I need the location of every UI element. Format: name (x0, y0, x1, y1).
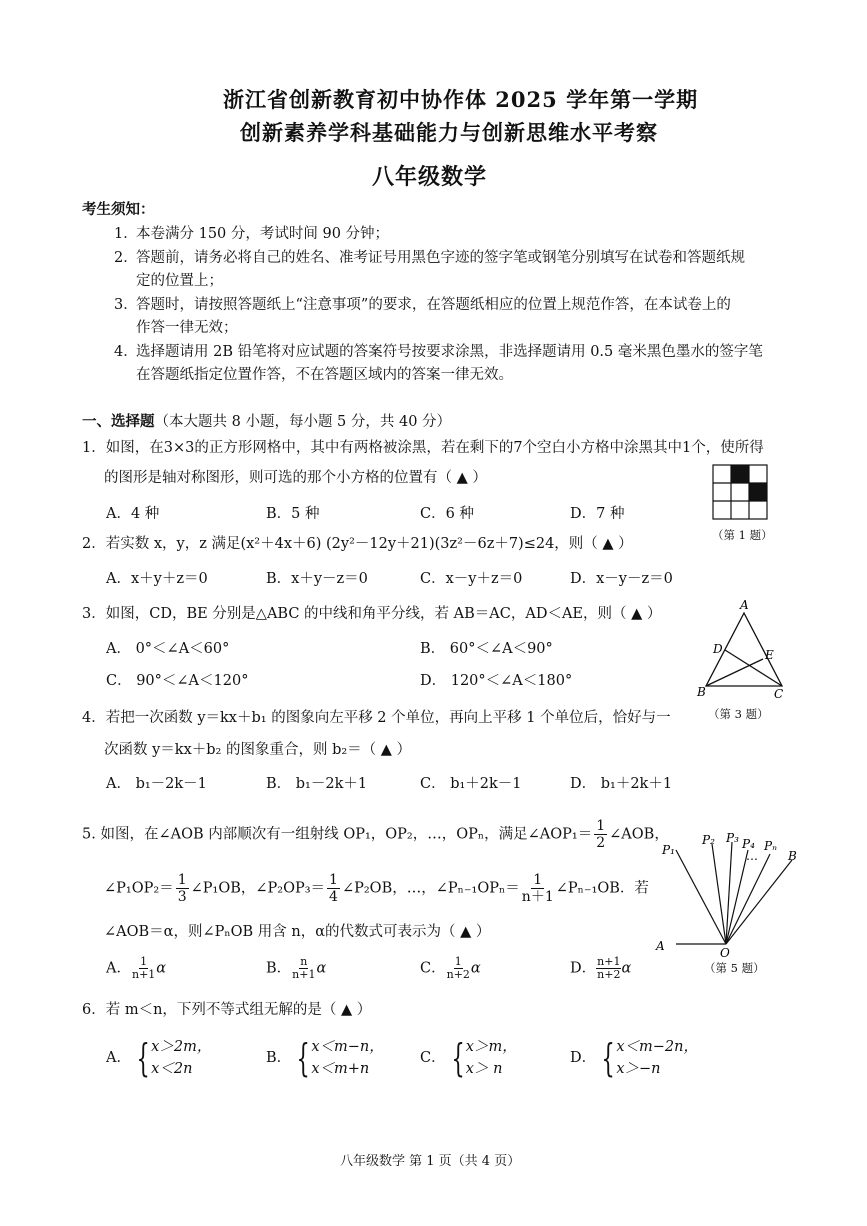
q6-option-a-brace: { (136, 1036, 150, 1080)
q1-caption: （第 1 题） (712, 528, 773, 542)
q5-rays-figure (654, 826, 800, 958)
q4-option-d: D． b₁＋2k＋1 (570, 776, 673, 792)
notice-item-2-line1: 答题前，请务必将自己的姓名、准考证号用黑色字迹的签字笔或钢笔分别填写在试卷和答题纸规 (136, 250, 745, 266)
q5-option-b (266, 956, 326, 981)
q5-label-o: O (720, 946, 730, 958)
q5-stem-line3: ∠AOB＝α，则∠PₙOB 用含 n，α的代数式可表示为（ ▲ ） (104, 924, 491, 940)
q5-option-b-letter: B． (266, 960, 292, 977)
q1-stem-line2: 的图形是轴对称图形，则可选的那个小方格的位置有（ ▲ ） (104, 470, 487, 486)
q3-label-e: E (765, 648, 774, 662)
q6-option-c-line1: x＞m， (465, 1039, 517, 1055)
q5-frac-n-num: 1 (533, 872, 543, 888)
q6-option-b (266, 1036, 384, 1080)
q5-label-a: A (656, 939, 665, 953)
q5-option-a-num: 1 (140, 955, 148, 968)
q5-frac-quarter (327, 872, 340, 905)
q3-stem: 3．如图，CD，BE 分别是△ABC 的中线和角平分线，若 AB＝AC，AD＜AE，则（ ▲ ） (82, 606, 662, 622)
q5-option-a-alpha: α (156, 960, 167, 977)
notice-num-3: 3． (114, 297, 138, 313)
q3-caption: （第 3 题） (708, 707, 769, 721)
subject-title: 八年级数学 (372, 164, 488, 190)
q1-grid-figure (712, 464, 772, 524)
q6-option-a-letter: A． (106, 1050, 131, 1066)
notice-heading: 考生须知： (82, 201, 155, 218)
q6-option-c-system (466, 1036, 517, 1080)
q5-frac-quarter-num: 1 (329, 872, 338, 888)
q6-option-b-brace: { (296, 1036, 310, 1080)
q6-stem: 6．若 m＜n，下列不等式组无解的是（ ▲ ） (82, 1002, 372, 1018)
q5-label-b: B (788, 849, 797, 863)
section-note: （本大题共 8 小题，每小题 5 分，共 40 分） (154, 414, 452, 430)
q3-label-a: A (740, 598, 749, 612)
q6-option-b-letter: B． (266, 1050, 292, 1066)
section-heading (82, 410, 451, 431)
q2-option-b: B．x＋y－z＝0 (266, 571, 368, 587)
q5-frac-quarter-den: 4 (329, 889, 338, 905)
q6-option-c (420, 1036, 517, 1080)
q5-line2-c: ∠P₂OB，…，∠Pₙ₋₁OPₙ＝ (341, 880, 520, 897)
q6-option-d-brace: { (601, 1036, 615, 1080)
q5-frac-n-den: n＋1 (521, 889, 554, 905)
q5-option-a (106, 956, 166, 981)
notice-num-4: 4． (114, 344, 138, 360)
q5-option-b-den: n+1 (292, 968, 316, 981)
exam-title-line2: 创新素养学科基础能力与创新思维水平考察 (240, 120, 658, 145)
q5-line1-post: ∠AOB， (609, 826, 669, 843)
q6-option-d-line2: x＞−n (616, 1061, 661, 1077)
q5-option-b-alpha: α (316, 960, 327, 977)
q6-option-d-letter: D． (570, 1050, 597, 1066)
q3-option-c: C． 90°＜∠A＜120° (106, 673, 249, 689)
q5-option-c-alpha: α (470, 960, 481, 977)
q5-frac-third-num: 1 (177, 872, 187, 888)
q5-option-d (570, 956, 631, 981)
q5-label-dots: … (746, 849, 758, 863)
q5-line1-pre: 5. 如图，在∠AOB 内部顺次有一组射线 OP₁，OP₂，…，OPₙ，满足∠AOP₁＝ (82, 826, 593, 843)
q5-line2-d: ∠Pₙ₋₁OB．若 (555, 880, 649, 897)
q2-option-c: C．x－y＋z＝0 (420, 571, 523, 587)
q5-option-c-letter: C． (420, 960, 446, 977)
q3-option-d: D． 120°＜∠A＜180° (420, 673, 573, 689)
q5-label-pn: Pₙ (764, 839, 777, 853)
q1-option-d: D．7 种 (570, 506, 625, 522)
notice-item-2-line2: 定的位置上； (136, 273, 223, 289)
q5-frac-half-num: 1 (596, 818, 606, 834)
q5-option-d-num: n+1 (597, 955, 621, 968)
q5-option-d-frac (596, 956, 621, 981)
q5-caption: （第 5 题） (704, 961, 765, 975)
q6-option-a-system (151, 1036, 211, 1080)
q1-option-c: C．6 种 (420, 506, 474, 522)
q5-option-b-num: n (300, 955, 308, 968)
q6-option-a-line2: x＜2n (151, 1061, 193, 1077)
q1-option-b: B．5 种 (266, 506, 320, 522)
q5-label-p2: P₂ (702, 833, 715, 847)
notice-num-2: 2． (114, 250, 138, 266)
q5-option-d-den: n+2 (597, 968, 621, 981)
q6-option-c-line2: x＞ n (465, 1061, 503, 1077)
q3-option-b: B． 60°＜∠A＜90° (420, 641, 553, 657)
section-title: 一、选择题 (82, 413, 155, 430)
q5-frac-half (594, 818, 607, 851)
q6-option-a (106, 1036, 211, 1080)
q5-option-c-num: 1 (454, 955, 462, 968)
q6-option-b-line2: x＜m+n (311, 1061, 370, 1077)
q5-label-p3: P₃ (726, 831, 739, 845)
q2-option-a: A．x＋y＋z＝0 (106, 571, 208, 587)
q1-stem-line1: 1．如图，在3×3的正方形网格中，其中有两格被涂黑，若在剩下的7个空白小方格中涂黑其中1个，使所得 (82, 440, 764, 456)
q3-label-d: D (713, 642, 723, 656)
exam-title-line1: 浙江省创新教育初中协作体 2025 学年第一学期 (223, 87, 699, 112)
q6-option-a-line1: x＞2m， (151, 1039, 212, 1055)
q5-frac-half-den: 2 (596, 835, 606, 851)
q5-option-c-frac (446, 956, 471, 981)
q6-option-b-system (311, 1036, 383, 1080)
q4-stem-line1: 4．若把一次函数 y＝kx＋b₁ 的图象向左平移 2 个单位，再向上平移 1 个单位后，恰好与一 (82, 710, 671, 726)
notice-num-1: 1． (114, 226, 138, 242)
q5-option-c-den: n+2 (446, 968, 470, 981)
q5-frac-third (176, 872, 189, 905)
notice-item-1: 本卷满分 150 分，考试时间 90 分钟； (136, 226, 390, 242)
q6-option-d-line1: x＜m−2n， (616, 1039, 698, 1055)
q5-frac-n (522, 872, 554, 905)
q5-option-d-alpha: α (621, 960, 632, 977)
notice-item-4-line1: 选择题请用 2B 铅笔将对应试题的答案符号按要求涂黑，非选择题请用 0.5 毫米黑色墨水的签字笔 (136, 344, 763, 360)
q5-option-b-frac (291, 956, 316, 981)
q1-option-a: A．4 种 (106, 506, 160, 522)
q4-option-b: B． b₁－2k＋1 (266, 776, 368, 792)
q3-label-b: B (697, 685, 706, 699)
q6-option-c-letter: C． (420, 1050, 446, 1066)
q5-option-c (420, 956, 481, 981)
q4-stem-line2: 次函数 y＝kx＋b₂ 的图象重合，则 b₂＝（ ▲ ） (104, 742, 412, 758)
notice-item-4-line2: 在答题纸指定位置作答，不在答题区域内的答案一律无效。 (136, 367, 513, 383)
q6-option-d (570, 1036, 698, 1080)
page-footer: 八年级数学 第 1 页（共 4 页） (340, 1154, 521, 1169)
q2-option-d: D．x－y－z＝0 (570, 571, 673, 587)
notice-item-3-line2: 作答一律无效； (136, 320, 238, 336)
q5-label-p1: P₁ (662, 843, 675, 857)
q6-option-c-brace: { (451, 1036, 465, 1080)
q5-option-a-den: n+1 (131, 968, 156, 981)
q5-line2-b: ∠P₁OB，∠P₂OP₃＝ (190, 880, 326, 897)
q5-option-d-letter: D． (570, 960, 597, 977)
q3-triangle-figure (692, 596, 792, 700)
q5-option-a-letter: A． (106, 960, 131, 977)
q3-option-a: A． 0°＜∠A＜60° (106, 641, 230, 657)
notice-item-3-line1: 答题时，请按照答题纸上“注意事项”的要求，在答题纸相应的位置上规范作答，在本试卷上的 (136, 297, 731, 313)
q5-stem-line2 (104, 872, 649, 905)
q6-option-b-line1: x＜m−n， (311, 1039, 384, 1055)
q5-option-a-frac (131, 956, 156, 981)
q5-line2-a: ∠P₁OP₂＝ (104, 880, 174, 897)
q5-label-p4: P₄ (742, 837, 755, 851)
q4-option-a: A． b₁－2k－1 (106, 776, 207, 792)
q5-frac-third-den: 3 (177, 889, 187, 905)
q5-stem-line1 (82, 818, 669, 851)
q6-option-d-system (616, 1036, 698, 1080)
q3-label-c: C (774, 687, 784, 700)
q2-stem: 2．若实数 x，y，z 满足(x²＋4x＋6) (2y²－12y＋21)(3z²－6z＋7)≤24，则（ ▲ ） (82, 536, 633, 552)
q4-option-c: C． b₁＋2k－1 (420, 776, 522, 792)
